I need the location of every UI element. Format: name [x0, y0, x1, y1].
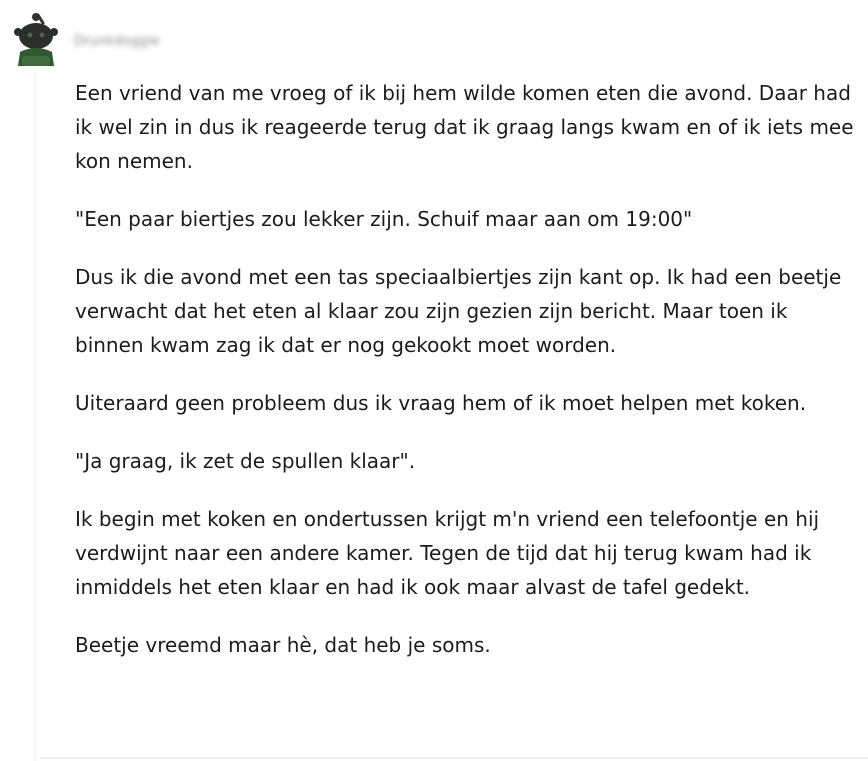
comment-paragraph: Dus ik die avond met een tas speciaalbiertjes zijn kant op. Ik had een beetje verwacht dat het eten al klaar zou zijn gezien zijn bericht. Maar toen ik binnen kwam zag ik dat er nog gekookt moet worden.: [75, 265, 842, 357]
thread-line[interactable]: [34, 72, 36, 761]
comment-paragraph: "Een paar biertjes zou lekker zijn. Schuif maar aan om 19:00": [75, 207, 693, 231]
comment-paragraph: "Ja graag, ik zet de spullen klaar".: [75, 449, 416, 473]
comment-paragraph: Uiteraard geen probleem dus ik vraag hem of ik moet helpen met koken.: [75, 391, 807, 415]
username[interactable]: Drunkdoggie: [74, 34, 160, 49]
comment-paragraph: Ik begin met koken en ondertussen krijgt m'n vriend een telefoontje en hij verdwijnt naar een andere kamer. Tegen de tijd dat hij terug kwam had ik inmiddels het eten klaar en had ik ook maar alvast de tafel gedekt.: [75, 507, 820, 599]
comment-body: [75, 76, 861, 686]
avatar[interactable]: [10, 12, 62, 68]
comment-paragraph: Beetje vreemd maar hè, dat heb je soms.: [75, 633, 491, 657]
divider: [40, 757, 868, 759]
comment-paragraph: Een vriend van me vroeg of ik bij hem wilde komen eten die avond. Daar had ik wel zin in dus ik reageerde terug dat ik graag langs kwam en of ik iets mee kon nemen.: [75, 81, 854, 173]
